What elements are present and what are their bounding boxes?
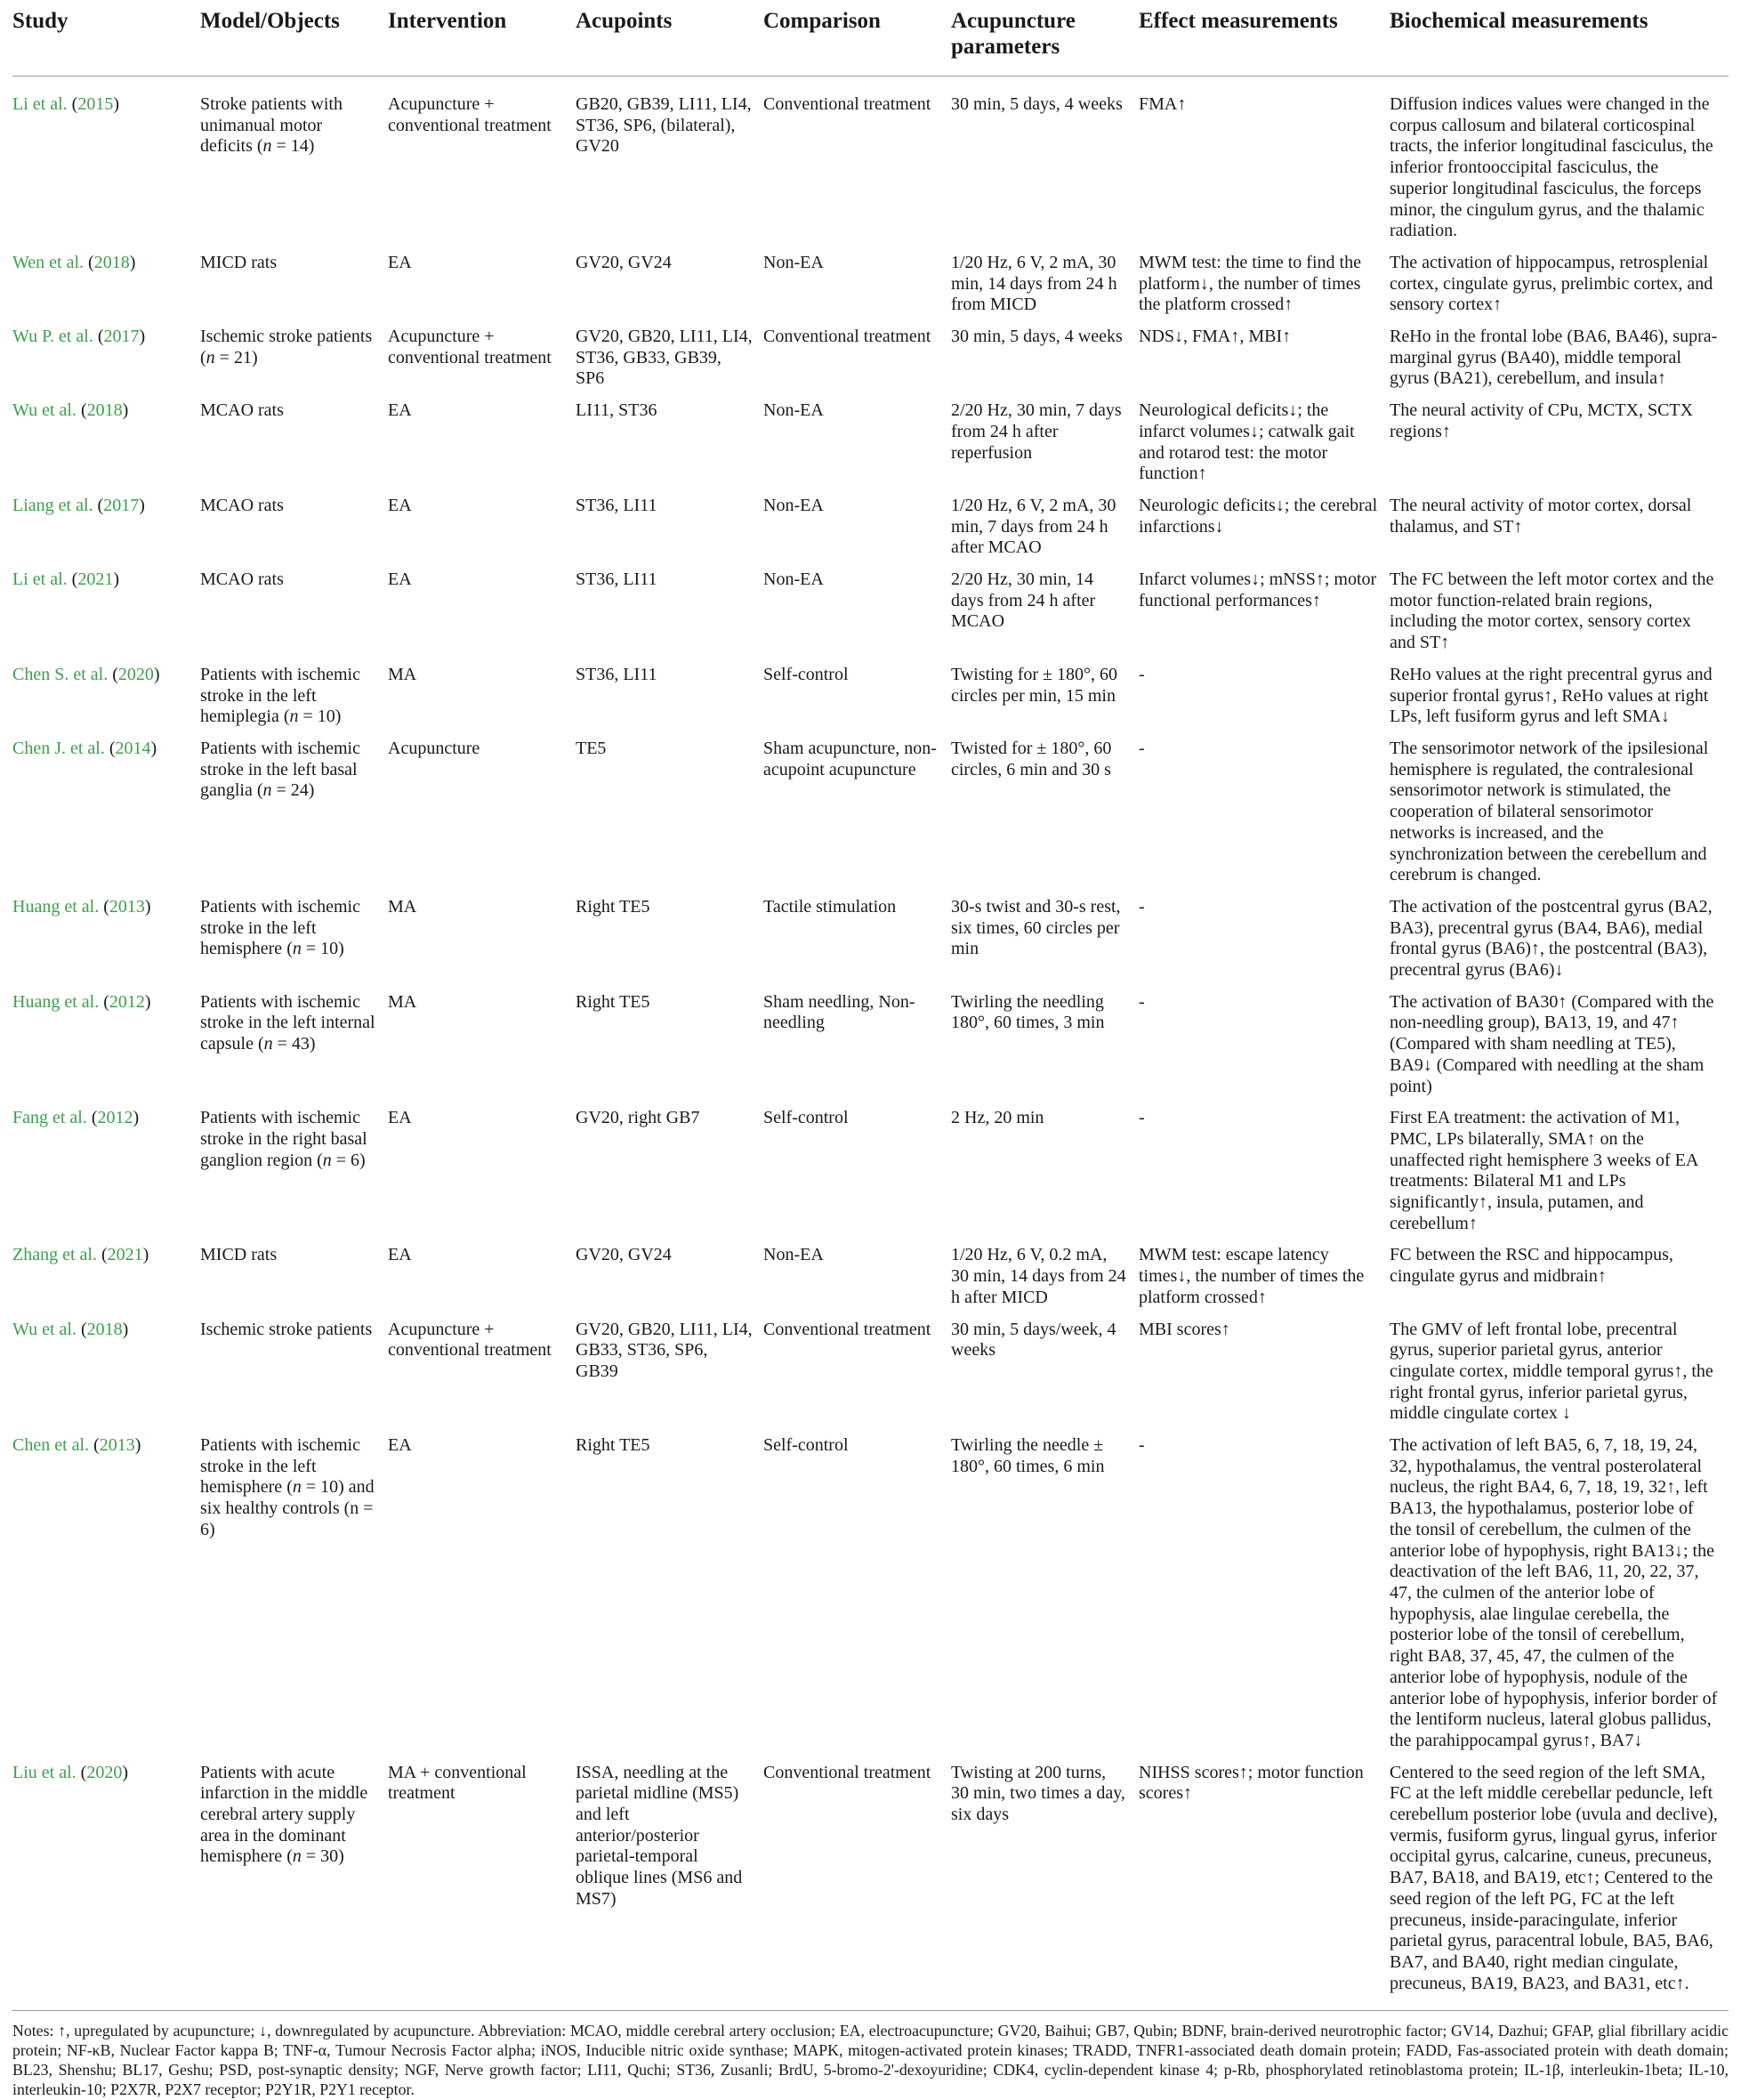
comparison-cell: Conventional treatment (763, 1319, 931, 1339)
study-author-link[interactable]: Wu et al. (12, 400, 77, 421)
model-cell (200, 569, 388, 665)
study-year-link[interactable]: 2013 (109, 896, 145, 917)
acupoints-cell: Right TE5 (576, 896, 650, 917)
intervention-cell: EA (388, 495, 412, 515)
acupoints-cell: LI11, ST36 (576, 400, 657, 421)
biochemical-cell: The neural activity of motor cortex, dorsal thalamus, and ST↑ (1390, 495, 1692, 537)
model-text-end: = 21) (214, 347, 258, 368)
model-text: Ischemic stroke patients ( (200, 327, 373, 368)
model-text: MCAO rats (200, 400, 284, 421)
model-text: Patients with acute infarction in the middle cerebral artery supply area in the dominant hemisphere ( (200, 1762, 368, 1867)
study-cell: Li et al. (2021) (12, 569, 119, 590)
study-year-link[interactable]: 2018 (86, 1319, 123, 1339)
study-author-link[interactable]: Wen et al. (12, 252, 85, 272)
intervention-cell: MA (388, 896, 417, 917)
model-text: MCAO rats (200, 495, 284, 515)
study-cell: Wu et al. (2018) (12, 400, 129, 421)
model-text: Patients with ischemic stroke in the left hemiplegia ( (200, 664, 360, 727)
effect-cell: Neurological deficits↓; the infarct volumes↓; catwalk gait and rotarod test: the motor function↑ (1139, 400, 1355, 484)
study-cell: Huang et al. (2012) (12, 991, 151, 1012)
comparison-cell: Non-EA (763, 252, 824, 272)
table-body (12, 77, 1729, 2006)
effect-cell: Neurologic deficits↓; the cerebral infarctions↓ (1139, 495, 1378, 537)
study-year-link[interactable]: 2020 (86, 1762, 123, 1782)
comparison-cell: Sham needling, Non-needling (763, 991, 915, 1033)
study-author-link[interactable]: Wu et al. (12, 1319, 77, 1339)
study-author-link[interactable]: Li et al. (12, 569, 68, 590)
table-row (12, 253, 1729, 327)
parameters-cell: Twisting for ± 180°, 60 circles per min, 15 min (951, 664, 1118, 706)
parameters-cell: Twisting at 200 turns, 30 min, two times a day, six days (951, 1762, 1125, 1825)
biochemical-cell: The GMV of left frontal lobe, precentral gyrus, superior parietal gyrus, anterior cingulate cortex, middle temporal gyrus↑, the right frontal gyrus, inferior parietal gyrus, middle cingulate cortex ↓ (1390, 1319, 1713, 1424)
model-n: n (262, 780, 272, 801)
intervention-cell: EA (388, 252, 412, 272)
biochemical-cell: The neural activity of CPu, MCTX, SCTX regions↑ (1390, 400, 1694, 441)
model-n: n (262, 136, 272, 157)
study-table (12, 0, 1729, 2005)
study-cell: Wu P. et al. (2017) (12, 327, 146, 347)
study-cell: Chen S. et al. (2020) (12, 664, 160, 684)
comparison-cell: Self-control (763, 664, 849, 684)
study-year-link[interactable]: 2017 (103, 327, 140, 347)
study-author-link[interactable]: Huang et al. (12, 896, 100, 917)
table-row (12, 1763, 1729, 2006)
comparison-cell: Non-EA (763, 569, 824, 590)
biochemical-cell: ReHo in the frontal lobe (BA6, BA46), supra-marginal gyrus (BA40), middle temporal gyrus (BA21), cerebellum, and insula↑ (1390, 327, 1718, 389)
acupoints-cell: TE5 (576, 738, 607, 758)
model-text-end: = 24) (271, 780, 315, 801)
model-n: n (206, 347, 215, 368)
table-row (12, 665, 1729, 739)
study-cell: Li et al. (2015) (12, 94, 119, 114)
parameters-cell: Twirling the needle ± 180°, 60 times, 6 min (951, 1435, 1105, 1476)
table-row (12, 400, 1729, 496)
parameters-cell: 30 min, 5 days, 4 weeks (951, 327, 1123, 347)
parameters-cell: 30-s twist and 30-s rest, six times, 60 circles per min (951, 896, 1121, 959)
effect-cell: NDS↓, FMA↑, MBI↑ (1139, 327, 1292, 347)
acupoints-cell: GV20, GB20, LI11, LI4, ST36, GB33, GB39, SP6 (576, 327, 753, 389)
model-cell (200, 897, 388, 992)
parameters-cell: 2/20 Hz, 30 min, 7 days from 24 h after reperfusion (951, 400, 1122, 463)
model-n: n (292, 1846, 302, 1867)
model-n: n (263, 1034, 273, 1054)
model-cell (200, 77, 388, 253)
acupoints-cell: GV20, GV24 (576, 1245, 672, 1265)
biochemical-cell: The activation of BA30↑ (Compared with the non-needling group), BA13, 19, and 47↑ (Compared with sham needling at TE5), BA9↓ (Compared with needling at the sham point) (1390, 991, 1714, 1096)
table-row (12, 1320, 1729, 1436)
study-author-link[interactable]: Fang et al. (12, 1108, 87, 1128)
acupoints-cell: GV20, right GB7 (576, 1108, 700, 1128)
biochemical-cell: Diffusion indices values were changed in the corpus callosum and bilateral corticospinal tracts, the inferior longitudinal fasciculus, the inferior frontooccipital fasciculus, the superior longitudinal fasciculus, the forceps minor, the cingulum gyrus, and the thalamic radiation. (1390, 94, 1713, 241)
table-row (12, 1108, 1729, 1245)
model-cell (200, 1320, 388, 1436)
model-text-end: = 10) (298, 707, 342, 727)
intervention-cell: EA (388, 569, 412, 590)
header-acupoints: Acupoints (576, 0, 763, 77)
intervention-cell: EA (388, 1435, 412, 1456)
model-text-end: = 14) (271, 136, 315, 157)
intervention-cell: MA + conventional treatment (388, 1762, 527, 1804)
study-author-link[interactable]: Chen J. et al. (12, 738, 105, 758)
comparison-cell: Sham acupuncture, non-acupoint acupuncture (763, 738, 937, 779)
table-row (12, 739, 1729, 897)
model-text: Stroke patients with unimanual motor deficits ( (200, 94, 343, 157)
acupoints-cell: GV20, GV24 (576, 252, 672, 272)
biochemical-cell: The activation of the postcentral gyrus (BA2, BA3), precentral gyrus (BA4, BA6), medial frontal gyrus (BA6)↑, the postcentral (BA3), precentral gyrus (BA6)↓ (1390, 896, 1713, 981)
study-year-link[interactable]: 2014 (115, 738, 151, 758)
study-cell: Wu et al. (2018) (12, 1319, 129, 1339)
effect-cell: FMA↑ (1139, 94, 1187, 114)
model-text: Patients with ischemic stroke in the right basal ganglion region ( (200, 1108, 367, 1170)
intervention-cell: MA (388, 664, 417, 684)
table-row (12, 496, 1729, 569)
study-year-link[interactable]: 2018 (93, 252, 130, 272)
model-n: n (322, 1150, 332, 1170)
study-cell: Liang et al. (2017) (12, 495, 145, 515)
intervention-cell: EA (388, 1108, 412, 1128)
effect-cell: NIHSS scores↑; motor function scores↑ (1139, 1762, 1364, 1804)
header-model: Model/Objects (200, 0, 388, 77)
study-year-link[interactable]: 2020 (117, 664, 154, 684)
model-cell (200, 665, 388, 739)
study-author-link[interactable]: Chen S. et al. (12, 664, 109, 684)
parameters-cell: 1/20 Hz, 6 V, 2 mA, 30 min, 7 days from 24 h after MCAO (951, 495, 1116, 558)
comparison-cell: Non-EA (763, 400, 824, 421)
effect-cell: - (1139, 896, 1145, 917)
biochemical-cell: First EA treatment: the activation of M1, PMC, LPs bilaterally, SMA↑ on the unaffected right hemisphere 3 weeks of EA treatments: Bilateral M1 and LPs significantly↑, insula, putamen, and cerebellum↑ (1390, 1108, 1698, 1233)
comparison-cell: Self-control (763, 1435, 849, 1456)
study-year-link[interactable]: 2017 (103, 495, 140, 515)
model-cell (200, 992, 388, 1109)
intervention-cell: EA (388, 400, 412, 421)
study-year-link[interactable]: 2021 (77, 569, 114, 590)
intervention-cell: Acupuncture + conventional treatment (388, 94, 552, 135)
biochemical-cell: Centered to the seed region of the left SMA, FC at the left middle cerebellar peduncle, left cerebellum posterior lobe (uvula and declive), vermis, fusiform gyrus, lingual gyrus, inferior occipital gyrus, calcarine, cuneus, precuneus, BA7, BA18, and BA19, etc↑; Centered to the seed region of the left PG, FC at the left precuneus, inside-paracingulate, inferior parietal gyrus, paracentral lobule, BA5, BA6, BA7, and BA40, right median cingulate, precuneus, BA19, BA23, and BA31, etc↑. (1390, 1762, 1718, 1993)
comparison-cell: Conventional treatment (763, 94, 931, 114)
table-row (12, 77, 1729, 253)
table-row (12, 327, 1729, 400)
intervention-cell: Acupuncture + conventional treatment (388, 327, 552, 368)
table-row (12, 1245, 1729, 1319)
parameters-cell: 30 min, 5 days, 4 weeks (951, 94, 1123, 114)
comparison-cell: Self-control (763, 1108, 849, 1128)
study-year-link[interactable]: 2012 (97, 1108, 133, 1128)
study-author-link[interactable]: Zhang et al. (12, 1245, 97, 1265)
biochemical-cell: The activation of hippocampus, retrosplenial cortex, cingulate gyrus, prelimbic cortex, and sensory cortex↑ (1390, 252, 1713, 315)
study-cell: Fang et al. (2012) (12, 1108, 140, 1128)
model-text: Patients with ischemic stroke in the left internal capsule ( (200, 991, 375, 1054)
study-author-link[interactable]: Liu et al. (12, 1762, 77, 1782)
effect-cell: - (1139, 1108, 1145, 1128)
model-text: Patients with ischemic stroke in the left hemisphere ( (200, 896, 360, 959)
model-n: n (292, 1477, 302, 1498)
table-row (12, 569, 1729, 665)
study-cell: Chen et al. (2013) (12, 1435, 141, 1456)
parameters-cell: 1/20 Hz, 6 V, 2 mA, 30 min, 14 days from 24 h from MICD (951, 252, 1117, 315)
model-cell (200, 1435, 388, 1763)
parameters-cell: Twirling the needling 180°, 60 times, 3 min (951, 991, 1105, 1033)
study-cell: Wen et al. (2018) (12, 252, 136, 272)
header-effect: Effect measurements (1139, 0, 1390, 77)
study-year-link[interactable]: 2013 (99, 1435, 135, 1456)
model-cell (200, 739, 388, 897)
header-study: Study (12, 0, 200, 77)
acupoints-cell: ST36, LI11 (576, 664, 657, 684)
effect-cell: - (1139, 1435, 1145, 1456)
parameters-cell: 2 Hz, 20 min (951, 1108, 1044, 1128)
study-author-link[interactable]: Wu P. et al. (12, 327, 93, 347)
model-text-end: = 30) (301, 1846, 344, 1867)
effect-cell: Infarct volumes↓; mNSS↑; motor functional performances↑ (1139, 569, 1377, 610)
study-author-link[interactable]: Li et al. (12, 94, 68, 114)
model-text: Ischemic stroke patients (200, 1319, 373, 1339)
model-n: n (292, 939, 302, 959)
study-year-link[interactable]: 2018 (86, 400, 123, 421)
parameters-cell: Twisted for ± 180°, 60 circles, 6 min and 30 s (951, 738, 1112, 779)
model-text-end: = 6) (331, 1150, 366, 1170)
comparison-cell: Non-EA (763, 1245, 824, 1265)
model-text-end: = 10) (301, 939, 344, 959)
header-parameters: Acupuncture parameters (951, 0, 1139, 77)
model-cell (200, 1108, 388, 1245)
effect-cell: - (1139, 664, 1145, 684)
model-cell (200, 400, 388, 496)
intervention-cell: Acupuncture (388, 738, 480, 758)
study-cell: Huang et al. (2013) (12, 896, 151, 917)
table-row (12, 897, 1729, 992)
comparison-cell: Conventional treatment (763, 327, 931, 347)
model-text: MCAO rats (200, 569, 284, 590)
acupoints-cell: ST36, LI11 (576, 569, 657, 590)
biochemical-cell: ReHo values at the right precentral gyrus and superior frontal gyrus↑, ReHo values at right LPs, left fusiform gyrus and left SMA↓ (1390, 664, 1713, 727)
study-cell: Zhang et al. (2021) (12, 1245, 149, 1265)
biochemical-cell: The activation of left BA5, 6, 7, 18, 19, 24, 32, hypothalamus, the ventral posterolateral nucleus, the right BA4, 6, 7, 18, 19, 32↑, left BA13, the hypothalamus, posterior lobe of the tonsil of cerebellum, the culmen of the anterior lobe of hypophysis, right BA13↓; the deactivation of the left BA6, 11, 20, 22, 37, 47, the culmen of the anterior lobe of hypophysis, alae lingulae cerebella, the posterior lobe of the tonsil of cerebellum, right BA8, 37, 45, 47, the culmen of the anterior lobe of hypophysis, nodule of the anterior lobe of hypophysis, inferior border of the lentiform nucleus, lateral globus pallidus, the parahippocampal gyrus↑, BA7↓ (1390, 1435, 1718, 1750)
effect-cell: - (1139, 738, 1145, 758)
model-cell (200, 496, 388, 569)
model-text-end: = 10) and six healthy controls (n = 6) (200, 1477, 375, 1539)
parameters-cell: 1/20 Hz, 6 V, 0.2 mA, 30 min, 14 days from 24 h after MICD (951, 1245, 1126, 1307)
effect-cell: - (1139, 991, 1145, 1012)
study-author-link[interactable]: Chen et al. (12, 1435, 90, 1456)
table-header (12, 0, 1729, 77)
intervention-cell: EA (388, 1245, 412, 1265)
acupoints-cell: GB20, GB39, LI11, LI4, ST36, SP6, (bilateral), GV20 (576, 94, 752, 157)
model-text: MICD rats (200, 252, 278, 272)
study-year-link[interactable]: 2015 (77, 94, 114, 114)
header-intervention: Intervention (388, 0, 576, 77)
intervention-cell: Acupuncture + conventional treatment (388, 1319, 552, 1361)
acupoints-cell: Right TE5 (576, 1435, 650, 1456)
model-text-end: = 43) (272, 1034, 316, 1054)
model-cell (200, 1245, 388, 1319)
model-cell (200, 327, 388, 400)
effect-cell: MBI scores↑ (1139, 1319, 1230, 1339)
parameters-cell: 2/20 Hz, 30 min, 14 days from 24 h after MCAO (951, 569, 1096, 632)
table-row (12, 1435, 1729, 1763)
study-year-link[interactable]: 2012 (109, 991, 145, 1012)
study-author-link[interactable]: Huang et al. (12, 991, 100, 1012)
comparison-cell: Non-EA (763, 495, 824, 515)
model-n: n (289, 707, 299, 727)
biochemical-cell: FC between the RSC and hippocampus, cingulate gyrus and midbrain↑ (1390, 1245, 1673, 1287)
acupoints-cell: ST36, LI11 (576, 495, 657, 515)
effect-cell: MWM test: escape latency times↓, the number of times the platform crossed↑ (1139, 1245, 1365, 1307)
study-year-link[interactable]: 2021 (107, 1245, 143, 1265)
header-biochemical: Biochemical measurements (1390, 0, 1729, 77)
biochemical-cell: The FC between the left motor cortex and the motor function-related brain regions, including the motor cortex, sensory cortex and ST↑ (1390, 569, 1714, 653)
study-author-link[interactable]: Liang et al. (12, 495, 93, 515)
model-text: MICD rats (200, 1245, 278, 1265)
effect-cell: MWM test: the time to find the platform↓, the number of times the platform crossed↑ (1139, 252, 1361, 315)
intervention-cell: MA (388, 991, 417, 1012)
model-cell (200, 1763, 388, 2006)
acupoints-cell: ISSA, needling at the parietal midline (MS5) and left anterior/posterior parietal-temporal oblique lines (MS6 and MS7) (576, 1762, 743, 1909)
table-row (12, 992, 1729, 1109)
parameters-cell: 30 min, 5 days/week, 4 weeks (951, 1319, 1116, 1361)
comparison-cell: Conventional treatment (763, 1762, 931, 1782)
acupoints-cell: Right TE5 (576, 991, 650, 1012)
acupoints-cell: GV20, GB20, LI11, LI4, GB33, ST36, SP6, GB39 (576, 1319, 753, 1381)
biochemical-cell: The sensorimotor network of the ipsilesional hemisphere is regulated, the contralesional sensorimotor network is stimulated, the cooperation of bilateral sensorimotor networks is increased, and the synchronization between the cerebellum and cerebrum is changed. (1390, 738, 1709, 885)
study-cell: Chen J. et al. (2014) (12, 738, 157, 758)
model-text: Patients with ischemic stroke in the left hemisphere ( (200, 1435, 360, 1498)
study-cell: Liu et al. (2020) (12, 1762, 128, 1782)
header-comparison: Comparison (763, 0, 951, 77)
table-notes: Notes: ↑, upregulated by acupuncture; ↓, downregulated by acupuncture. Abbreviation: MCAO, middle cerebral artery occlusion; EA, electroacupuncture; GV20, Baihui; GB7, Qubin; BDNF, brain-derived neurotrophic factor; GV14, Dazhui; GFAP, glial fibrillary acidic protein; NF-κB, Nuclear Factor kappa B; TNF-α, Tumour Necrosis Factor alpha; iNOS, Inducible nitric oxide synthase; MAPK, mitogen-activated protein kinases; TRADD, TNFR1-associated death domain protein; FADD, Fas-associated protein with death domain; BL23, Shenshu; BL17, Geshu; PSD, post-synaptic density; NGF, Nerve growth factor; LI11, Quchi; ST36, Zusanli; BrdU, 5-bromo-2'-dexoyuridine; CDK4, cyclin-dependent kinase 4; p-Rb, phosphorylated retinoblastoma protein; IL-1β, interleukin-1beta; IL-10, interleukin-10; P2X7R, P2X7 receptor; P2Y1R, P2Y1 receptor. (12, 2010, 1729, 2099)
model-cell (200, 253, 388, 327)
comparison-cell: Tactile stimulation (763, 896, 897, 917)
model-text: Patients with ischemic stroke in the left basal ganglia ( (200, 738, 360, 801)
